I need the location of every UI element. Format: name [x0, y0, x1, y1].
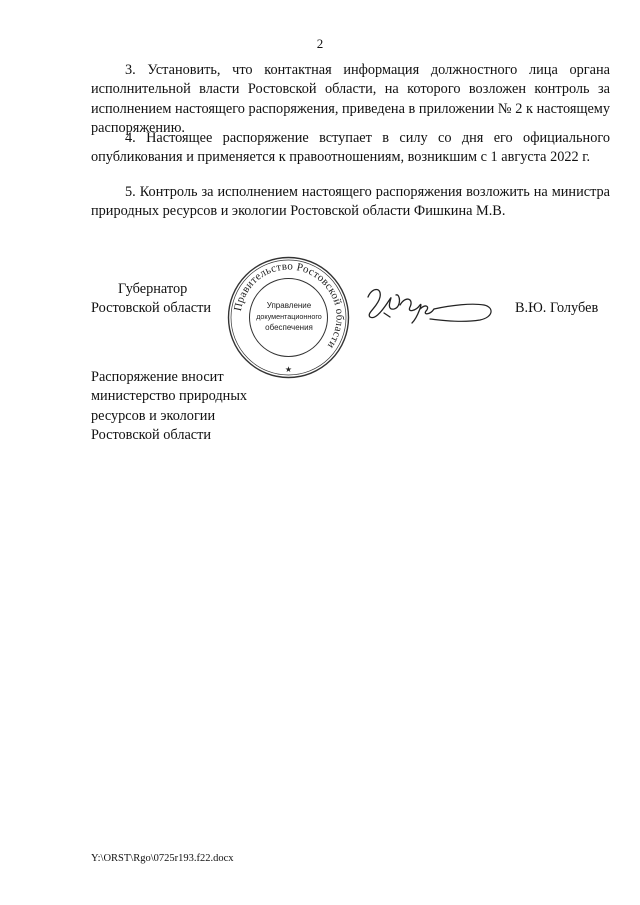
handwritten-signature	[360, 283, 495, 333]
submitted-by-line4: Ростовской области	[91, 426, 212, 443]
page-number: 2	[316, 36, 324, 51]
signer-position-line1: Губернатор	[118, 281, 188, 297]
stamp-inner-line1: Управление	[266, 301, 312, 310]
stamp-inner-line2: документационного	[256, 312, 322, 321]
submitted-by-line2: министерство природных	[91, 388, 248, 405]
paragraph-5: 5. Контроль за исполнением настоящего распоряжения возложить на министра природных ресурсов и экологии Ростовской области Фишкина М.В.	[91, 184, 610, 220]
submitted-by-block	[91, 368, 247, 445]
signer-name: В.Ю. Голубев	[515, 300, 599, 316]
signer-position-line2: Ростовской области	[91, 300, 212, 317]
footer-file-path: Y:\ORST\Rgo\0725r193.f22.docx	[91, 853, 234, 864]
stamp-star-icon: ★	[284, 365, 293, 374]
paragraph-4: 4. Настоящее распоряжение вступает в силу со дня его официального опубликования и применяется к правоотношениям, возникшим с 1 августа 2022 г.	[91, 130, 610, 166]
paragraph-3: 3. Установить, что контактная информация должностного лица органа исполнительной власти Ростовской области, на которого возложен контроль за исполнением настоящего распоряжения, приведена в приложении № 2 к настоящему распоряжению.	[91, 62, 610, 136]
stamp-outer-text: Правительство Ростовской области	[231, 260, 346, 351]
submitted-by-line1: Распоряжение вносит	[91, 369, 224, 385]
submitted-by-line3: ресурсов и экологии	[91, 407, 216, 424]
signer-position	[91, 280, 211, 319]
stamp-inner-line3: обеспечения	[265, 323, 313, 332]
official-stamp	[226, 255, 351, 380]
